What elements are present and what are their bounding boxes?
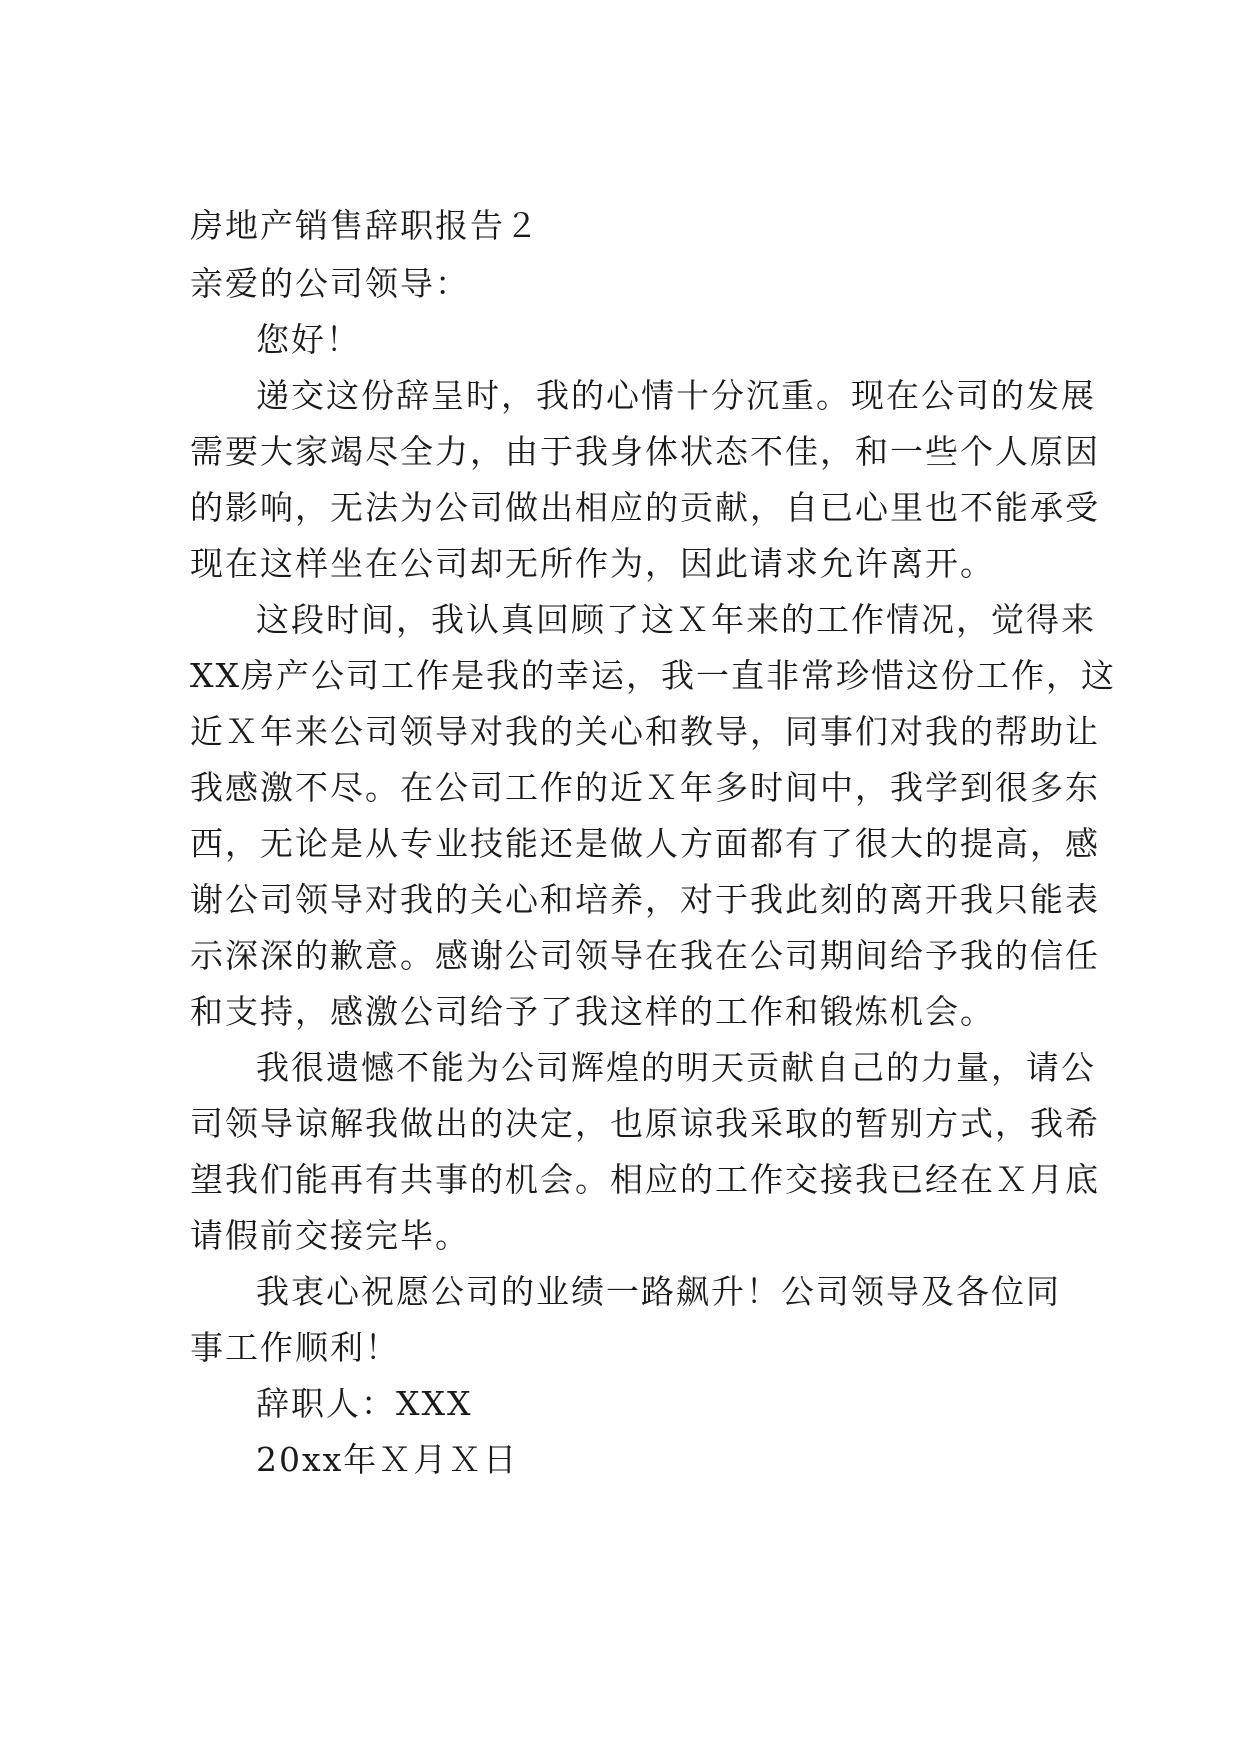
paragraph-line: 西，无论是从专业技能还是做人方面都有了很大的提高，感	[190, 824, 1100, 863]
paragraph-line: 事工作顺利！	[190, 1328, 400, 1367]
paragraph-line: 这段时间，我认真回顾了这Ｘ年来的工作情况，觉得来	[256, 600, 1096, 639]
date: 20xx年Ｘ月Ｘ日	[256, 1440, 519, 1479]
paragraph-line: 递交这份辞呈时，我的心情十分沉重。现在公司的发展	[256, 376, 1096, 415]
document-page	[190, 198, 1116, 1488]
paragraph-line: 的影响，无法为公司做出相应的贡献，自已心里也不能承受	[190, 488, 1100, 527]
salutation: 亲爱的公司领导：	[190, 264, 470, 303]
greeting: 您好！	[256, 320, 361, 359]
paragraph-line: 和支持，感激公司给予了我这样的工作和锻炼机会。	[190, 992, 995, 1031]
paragraph-line: 司领导谅解我做出的决定，也原谅我采取的暂别方式，我希	[190, 1104, 1100, 1143]
paragraph-line: 需要大家竭尽全力，由于我身体状态不佳，和一些个人原因	[190, 432, 1100, 471]
signature: 辞职人：XXX	[256, 1384, 473, 1423]
paragraph-line: 我衷心祝愿公司的业绩一路飙升！公司领导及各位同	[256, 1272, 1061, 1311]
paragraph-4	[190, 1264, 1061, 1376]
paragraph-line: XX房产公司工作是我的幸运，我一直非常珍惜这份工作，这	[190, 656, 1116, 695]
paragraph-line: 现在这样坐在公司却无所作为，因此请求允许离开。	[190, 544, 995, 583]
paragraph-1	[190, 368, 1100, 592]
paragraph-line: 请假前交接完毕。	[190, 1216, 470, 1255]
paragraph-line: 望我们能再有共事的机会。相应的工作交接我已经在Ｘ月底	[190, 1160, 1100, 1199]
paragraph-line: 谢公司领导对我的关心和培养，对于我此刻的离开我只能表	[190, 880, 1100, 919]
paragraph-2	[190, 592, 1116, 1040]
paragraph-line: 我感激不尽。在公司工作的近Ｘ年多时间中，我学到很多东	[190, 768, 1100, 807]
paragraph-3	[190, 1040, 1100, 1264]
paragraph-line: 近Ｘ年来公司领导对我的关心和教导，同事们对我的帮助让	[190, 712, 1100, 751]
document-title: 房地产销售辞职报告２	[190, 206, 540, 245]
paragraph-line: 示深深的歉意。感谢公司领导在我在公司期间给予我的信任	[190, 936, 1100, 975]
paragraph-line: 我很遗憾不能为公司辉煌的明天贡献自己的力量，请公	[256, 1048, 1096, 1087]
